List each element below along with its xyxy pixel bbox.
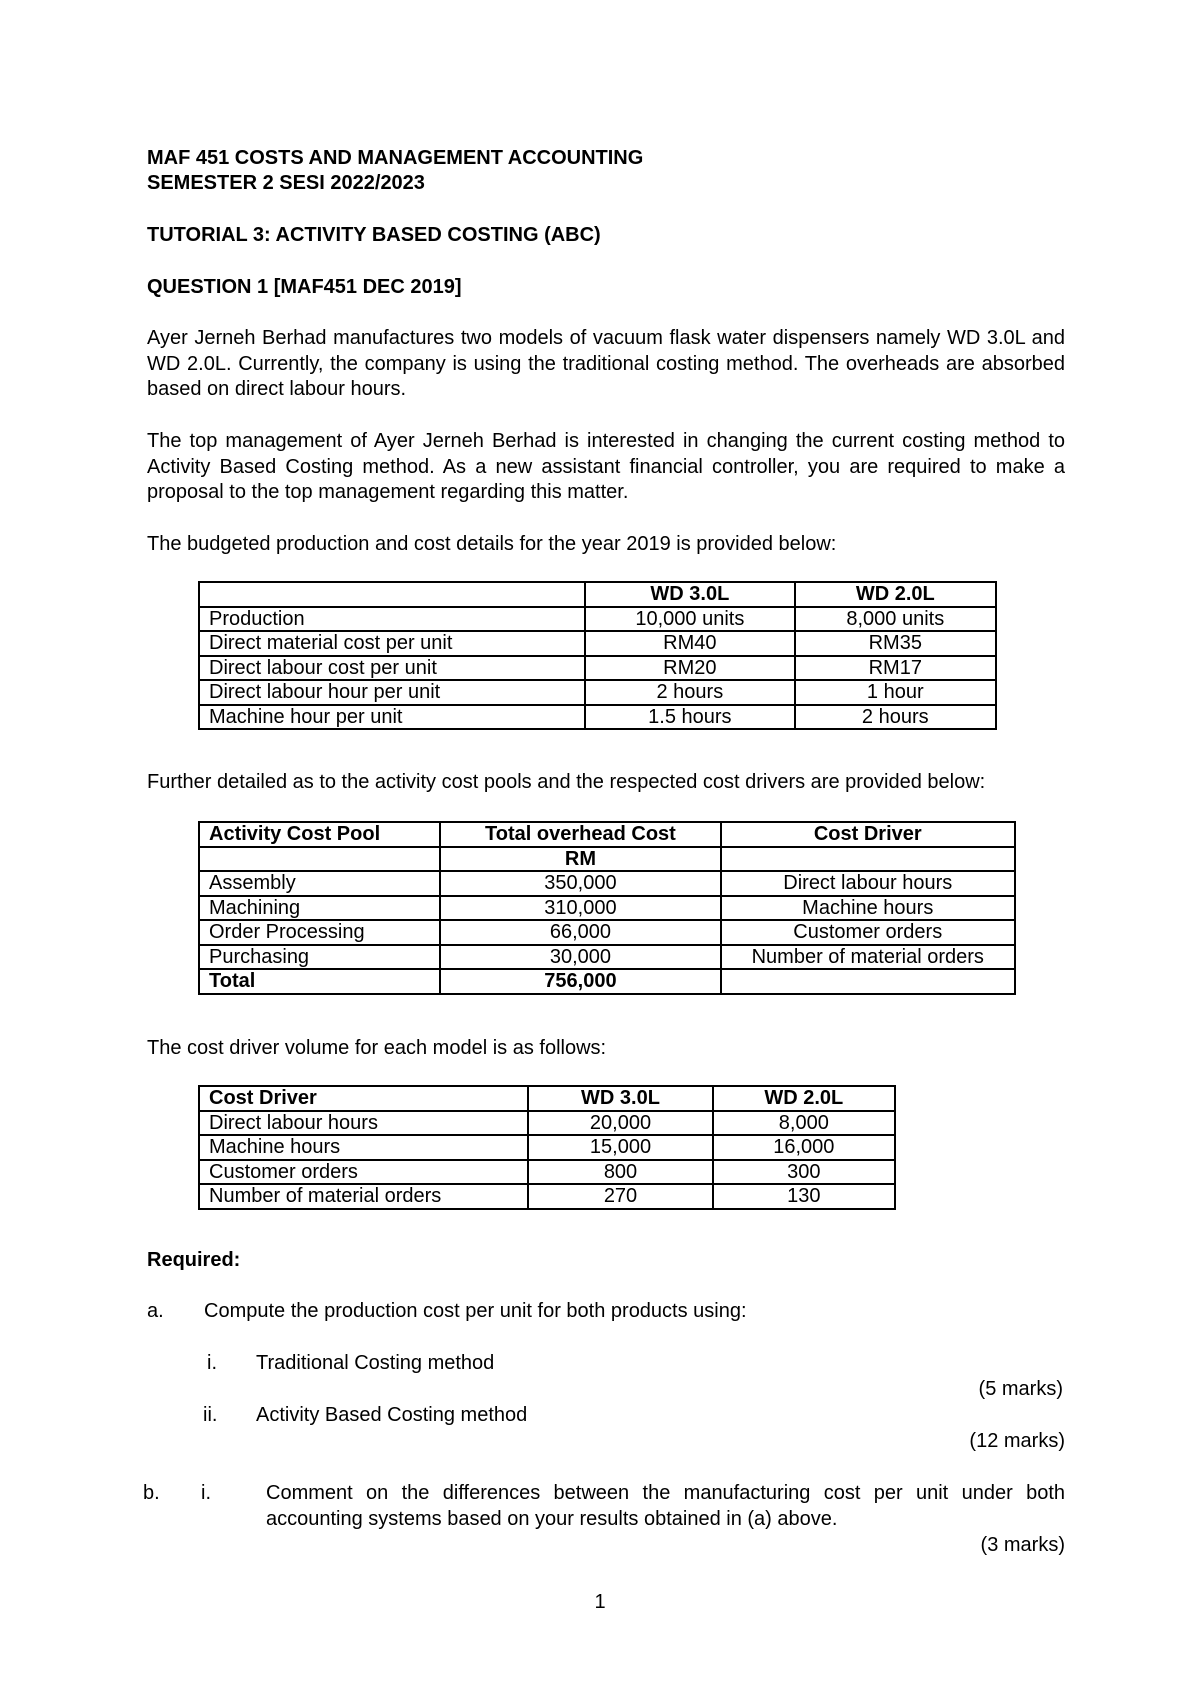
question-b-i-marks: (3 marks) [980,1534,1065,1556]
table-row [199,1184,895,1209]
table-cell: 30,000 [440,945,720,970]
table-cell: 1.5 hours [585,705,794,730]
table-unit-row [199,847,1015,872]
question-a-ii-text: Activity Based Costing method [256,1404,528,1426]
question-a-i-marks: (5 marks) [978,1378,1063,1400]
table-row [199,1160,895,1185]
table-cell: Direct labour hours [721,871,1015,896]
semester-line: SEMESTER 2 SESI 2022/2023 [147,172,425,194]
table-header-cell: Total overhead Cost [440,822,720,847]
cost-driver-volume-table [198,1085,896,1210]
table-cell: 8,000 [713,1111,895,1136]
tutorial-title: TUTORIAL 3: ACTIVITY BASED COSTING (ABC) [147,224,601,246]
table-cell: 130 [713,1184,895,1209]
table-row [199,656,996,681]
table-header-row [199,1086,895,1111]
table-cell: Assembly [199,871,440,896]
table-cell: RM35 [795,631,996,656]
table-cell: 20,000 [528,1111,712,1136]
table-cell: 800 [528,1160,712,1185]
table-cell: Machine hours [199,1135,528,1160]
table-cell: Direct labour hour per unit [199,680,585,705]
table-cell: Customer orders [721,920,1015,945]
table-row [199,607,996,632]
question-title: QUESTION 1 [MAF451 DEC 2019] [147,276,462,298]
question-a-text: Compute the production cost per unit for both products using: [204,1300,747,1322]
table-cell: Total [199,969,440,994]
table-cell: Number of material orders [721,945,1015,970]
table-row [199,1111,895,1136]
table-cell [721,847,1015,872]
question-a-ii-marks: (12 marks) [969,1430,1065,1452]
table-cell [199,847,440,872]
table-row [199,631,996,656]
table-cell: 2 hours [585,680,794,705]
table-cell: Order Processing [199,920,440,945]
table-cell: 15,000 [528,1135,712,1160]
table-row [199,920,1015,945]
table-header-cell: WD 2.0L [795,582,996,607]
table-cell: 300 [713,1160,895,1185]
table-cell [721,969,1015,994]
paragraph-cost-driver-intro: The cost driver volume for each model is as follows: [147,1037,607,1059]
table-cell: 10,000 units [585,607,794,632]
table-header-cell: WD 3.0L [585,582,794,607]
question-a-i-text: Traditional Costing method [256,1352,495,1374]
question-b-i-text: Comment on the differences between the manufacturing cost per unit under both accounting systems based on your results obtained in (a) above. [266,1482,1065,1530]
table-cell: Machining [199,896,440,921]
table-header-cell [199,582,585,607]
table-total-row [199,969,1015,994]
table-header-row [199,582,996,607]
table-cell: Customer orders [199,1160,528,1185]
table-header-cell: Cost Driver [199,1086,528,1111]
course-title: MAF 451 COSTS AND MANAGEMENT ACCOUNTING [147,147,644,169]
paragraph-cost-pools-intro: Further detailed as to the activity cost pools and the respected cost drivers are provided below: [147,771,986,793]
table-cell: 310,000 [440,896,720,921]
question-a-label: a. [147,1300,164,1322]
table-cell: RM20 [585,656,794,681]
table-cell: RM40 [585,631,794,656]
table-header-cell: WD 2.0L [713,1086,895,1111]
activity-cost-pool-table [198,821,1016,995]
table-cell: 16,000 [713,1135,895,1160]
budget-table [198,581,997,730]
table-cell: 270 [528,1184,712,1209]
table-cell: Direct material cost per unit [199,631,585,656]
page-number: 1 [594,1591,606,1613]
table-row [199,896,1015,921]
table-cell: Direct labour cost per unit [199,656,585,681]
table-row [199,871,1015,896]
table-header-cell: Activity Cost Pool [199,822,440,847]
table-cell: RM [440,847,720,872]
table-cell: RM17 [795,656,996,681]
table-cell: Production [199,607,585,632]
paragraph-intro: Ayer Jerneh Berhad manufactures two models of vacuum flask water dispensers namely WD 3.0L and WD 2.0L. Currently, the company is using the traditional costing method. The overheads are absorbed based on direct labour hours. [147,327,1065,400]
table-row [199,945,1015,970]
table-cell: 2 hours [795,705,996,730]
table-cell: Purchasing [199,945,440,970]
table-header-cell: WD 3.0L [528,1086,712,1111]
question-a-i-label: i. [207,1352,217,1374]
table-header-cell: Cost Driver [721,822,1015,847]
table-cell: Machine hours [721,896,1015,921]
table-row [199,1135,895,1160]
paragraph-budget-intro: The budgeted production and cost details for the year 2019 is provided below: [147,533,837,555]
table-cell: 66,000 [440,920,720,945]
table-header-row [199,822,1015,847]
table-cell: 1 hour [795,680,996,705]
table-cell: Direct labour hours [199,1111,528,1136]
table-row [199,705,996,730]
question-a-ii-label: ii. [203,1404,218,1426]
table-cell: Number of material orders [199,1184,528,1209]
table-cell: 8,000 units [795,607,996,632]
table-cell: Machine hour per unit [199,705,585,730]
table-row [199,680,996,705]
question-b-i-label: i. [201,1482,211,1504]
table-cell: 756,000 [440,969,720,994]
paragraph-management: The top management of Ayer Jerneh Berhad is interested in changing the current costing method to Activity Based Costing method. As a new assistant financial controller, you are required to make a proposal to the top management regarding this matter. [147,430,1065,503]
question-b-label: b. [143,1482,160,1504]
table-cell: 350,000 [440,871,720,896]
required-heading: Required: [147,1249,241,1271]
